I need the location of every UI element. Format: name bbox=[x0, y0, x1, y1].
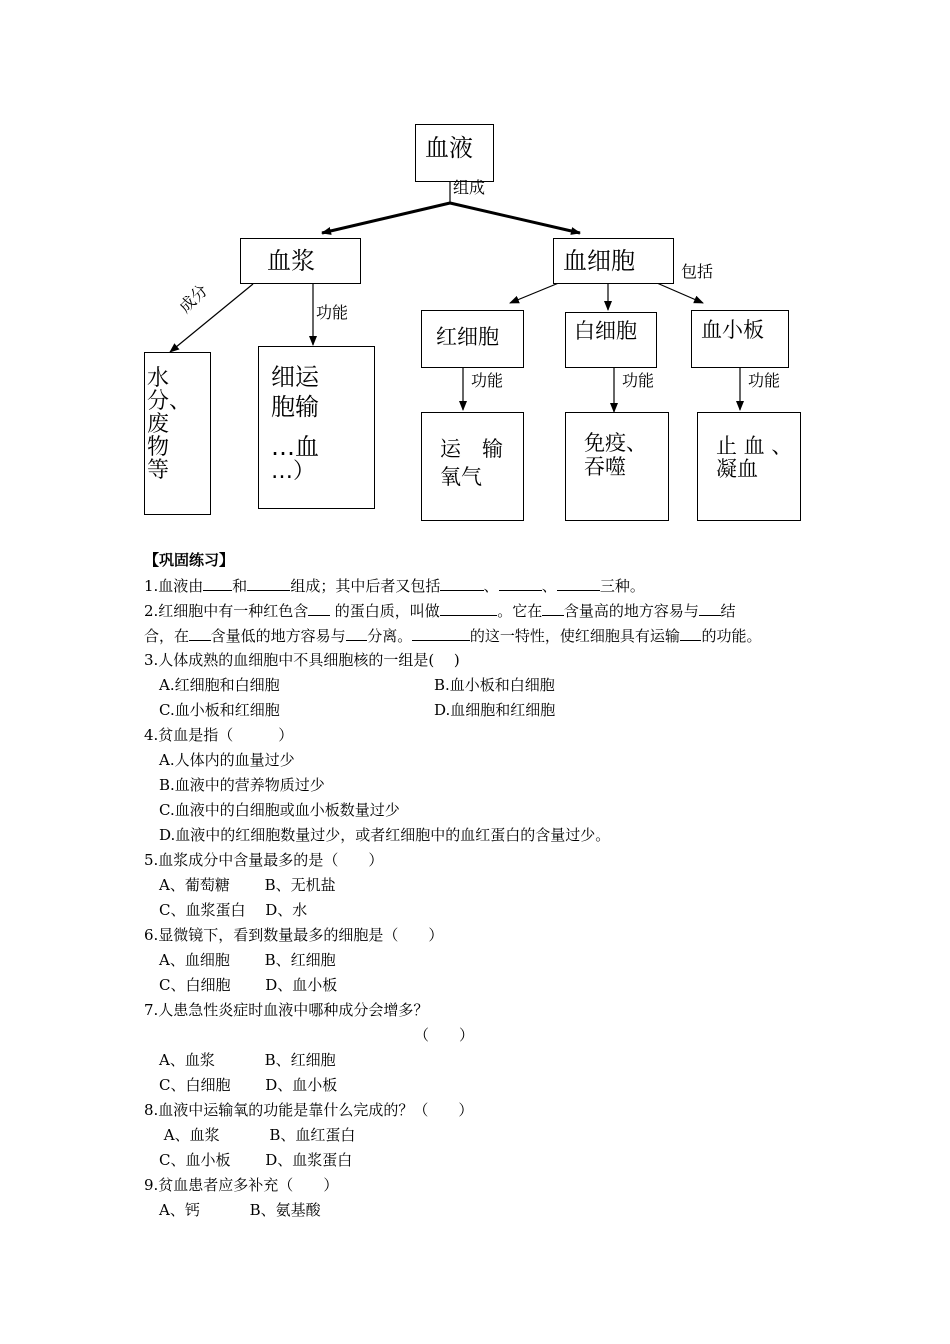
exercise-line bbox=[144, 998, 834, 1023]
line-text: 的功能。 bbox=[701, 627, 762, 645]
exercise-line bbox=[144, 748, 834, 773]
line-text: C、白细胞 D、血小板 bbox=[144, 1076, 338, 1094]
blank-underline bbox=[542, 598, 564, 616]
exercise-line bbox=[144, 723, 834, 748]
plasma-function-line-3: …血 bbox=[271, 433, 319, 461]
plasma-function-edge-label: 功能 bbox=[316, 303, 349, 322]
line-text: A、血细胞 B、红细胞 bbox=[144, 951, 336, 969]
wbc-function-line-1: 免疫、 bbox=[584, 431, 647, 455]
line-text: D.血液中的红细胞数量过少，或者红细胞中的血红蛋白的含量过少。 bbox=[144, 826, 611, 844]
blank-underline bbox=[189, 623, 211, 641]
cells-node bbox=[553, 238, 674, 284]
exercise-line bbox=[144, 898, 834, 923]
composition-edge-label: 组成 bbox=[453, 178, 486, 197]
line-text: 、 bbox=[483, 577, 499, 595]
exercise-line bbox=[144, 1098, 834, 1123]
plasma-function-line-1: 细运 bbox=[271, 363, 319, 391]
exercise-line bbox=[144, 773, 834, 798]
line-text: 含量高的地方容易与 bbox=[563, 602, 699, 620]
line-text: B.血液中的营养物质过少 bbox=[144, 776, 325, 794]
exercise-line bbox=[144, 1198, 834, 1223]
line-text: A、血浆 B、红细胞 bbox=[144, 1051, 336, 1069]
exercise-line bbox=[144, 698, 834, 723]
exercise-lines bbox=[144, 573, 834, 1223]
exercise-line bbox=[144, 973, 834, 998]
platelet-function-line-2: 凝血 bbox=[716, 457, 758, 481]
plasma-components-node bbox=[144, 352, 211, 515]
exercise-line bbox=[144, 798, 834, 823]
blank-underline bbox=[203, 573, 232, 591]
line-text: 分离。 bbox=[367, 627, 413, 645]
blood-label: 血液 bbox=[425, 134, 473, 162]
option-right: D.血细胞和红细胞 bbox=[434, 701, 556, 719]
line-text: 8.血液中运输氧的功能是靠什么完成的？（ ） bbox=[144, 1101, 474, 1119]
line-text: A、血浆 B、血红蛋白 bbox=[144, 1126, 356, 1144]
rbc-function-line-1: 运 输 bbox=[440, 437, 503, 461]
line-text: 5.血浆成分中含量最多的是（ ） bbox=[144, 851, 384, 869]
wbc-node bbox=[565, 312, 657, 368]
rbc-function-line-2: 氧气 bbox=[440, 465, 482, 489]
exercise-line bbox=[144, 1023, 834, 1048]
blank-underline bbox=[699, 598, 721, 616]
exercise-line bbox=[144, 923, 834, 948]
plasma-function-line-4: …） bbox=[271, 459, 316, 484]
exercise-line bbox=[144, 1048, 834, 1073]
platelet-function-edge-label: 功能 bbox=[748, 371, 781, 390]
line-text: 3.人体成熟的血细胞中不具细胞核的一组是( ) bbox=[144, 651, 460, 669]
plasma-function-node bbox=[258, 346, 375, 509]
line-text: 的这一特性，使红细胞具有运输 bbox=[469, 627, 680, 645]
option-right: B.血小板和白细胞 bbox=[434, 676, 555, 694]
platelet-function-line-1: 止 血 、 bbox=[716, 434, 793, 458]
platelet-function-node bbox=[697, 412, 801, 521]
exercise-line bbox=[144, 598, 834, 623]
wbc-function-node bbox=[565, 412, 669, 521]
line-text: A、钙 B、氨基酸 bbox=[144, 1201, 321, 1219]
platelet-label: 血小板 bbox=[701, 318, 764, 342]
exercise-section bbox=[144, 548, 834, 1223]
line-text: 1.血液由 bbox=[144, 577, 204, 595]
blank-underline bbox=[499, 573, 542, 591]
line-text: C、血浆蛋白 D、水 bbox=[144, 901, 308, 919]
rbc-function-edge-label: 功能 bbox=[471, 371, 504, 390]
wbc-label: 白细胞 bbox=[574, 319, 637, 343]
line-text: A.人体内的血量过少 bbox=[144, 751, 295, 769]
line-text: C.血液中的白细胞或血小板数量过少 bbox=[144, 801, 400, 819]
line-text: 合，在 bbox=[144, 627, 190, 645]
rbc-function-node bbox=[421, 412, 524, 521]
exercise-line bbox=[144, 623, 834, 648]
plasma-node bbox=[240, 238, 361, 284]
blank-underline bbox=[308, 598, 330, 616]
exercise-line bbox=[144, 1073, 834, 1098]
blank-underline bbox=[557, 573, 600, 591]
blank-underline bbox=[412, 623, 470, 641]
blank-underline bbox=[680, 623, 702, 641]
line-text: 的蛋白质，叫做 bbox=[329, 602, 440, 620]
cells-edge-label: 包括 bbox=[681, 262, 714, 281]
exercise-line bbox=[144, 948, 834, 973]
line-text: 含量低的地方容易与 bbox=[210, 627, 346, 645]
line-text: 。它在 bbox=[497, 602, 543, 620]
line-text: C、白细胞 D、血小板 bbox=[144, 976, 338, 994]
exercise-heading: 【巩固练习】 bbox=[144, 551, 235, 569]
platelet-node bbox=[691, 310, 789, 368]
exercise-line bbox=[144, 648, 834, 673]
exercise-line bbox=[144, 1123, 834, 1148]
exercise-line bbox=[144, 823, 834, 848]
exercise-line bbox=[144, 673, 834, 698]
option-left: A.红细胞和白细胞 bbox=[144, 676, 280, 694]
answer-parentheses: （ ） bbox=[414, 1026, 475, 1044]
line-text: 结 bbox=[720, 602, 736, 620]
option-left: C.血小板和红细胞 bbox=[144, 701, 280, 719]
wbc-function-line-2: 吞噬 bbox=[584, 455, 626, 479]
plasma-function-line-2: 胞输 bbox=[271, 393, 319, 421]
line-text: 7.人患急性炎症时血液中哪种成分会增多？ bbox=[144, 1001, 429, 1019]
exercise-line bbox=[144, 848, 834, 873]
exercise-line bbox=[144, 873, 834, 898]
line-text: 2.红细胞中有一种红色含 bbox=[144, 602, 309, 620]
line-text: C、血小板 D、血浆蛋白 bbox=[144, 1151, 353, 1169]
plasma-label: 血浆 bbox=[267, 247, 315, 275]
rbc-node bbox=[421, 310, 524, 368]
line-text: A、葡萄糖 B、无机盐 bbox=[144, 876, 336, 894]
line-text: 6.显微镜下，看到数量最多的细胞是（ ） bbox=[144, 926, 444, 944]
plasma-components-text: 水分、废物等 bbox=[147, 366, 192, 483]
cells-label: 血细胞 bbox=[563, 247, 635, 275]
line-text: 和 bbox=[232, 577, 248, 595]
line-text: 组成；其中后者又包括 bbox=[290, 577, 441, 595]
plasma-components-edge-label: 成分 bbox=[175, 280, 212, 317]
blank-underline bbox=[440, 598, 498, 616]
blank-underline bbox=[247, 573, 290, 591]
line-text: 9.贫血患者应多补充（ ） bbox=[144, 1176, 339, 1194]
exercise-line bbox=[144, 573, 834, 598]
line-text: 三种。 bbox=[599, 577, 645, 595]
exercise-line bbox=[144, 1148, 834, 1173]
line-text: 4.贫血是指（ ） bbox=[144, 726, 294, 744]
rbc-label: 红细胞 bbox=[436, 325, 499, 349]
blank-underline bbox=[346, 623, 368, 641]
blank-underline bbox=[440, 573, 483, 591]
arrow-to-plasma bbox=[322, 203, 450, 233]
wbc-function-edge-label: 功能 bbox=[622, 371, 655, 390]
arrow-to-cells bbox=[450, 203, 580, 233]
line-text: 、 bbox=[541, 577, 557, 595]
exercise-line bbox=[144, 1173, 834, 1198]
blood-node bbox=[415, 124, 494, 182]
